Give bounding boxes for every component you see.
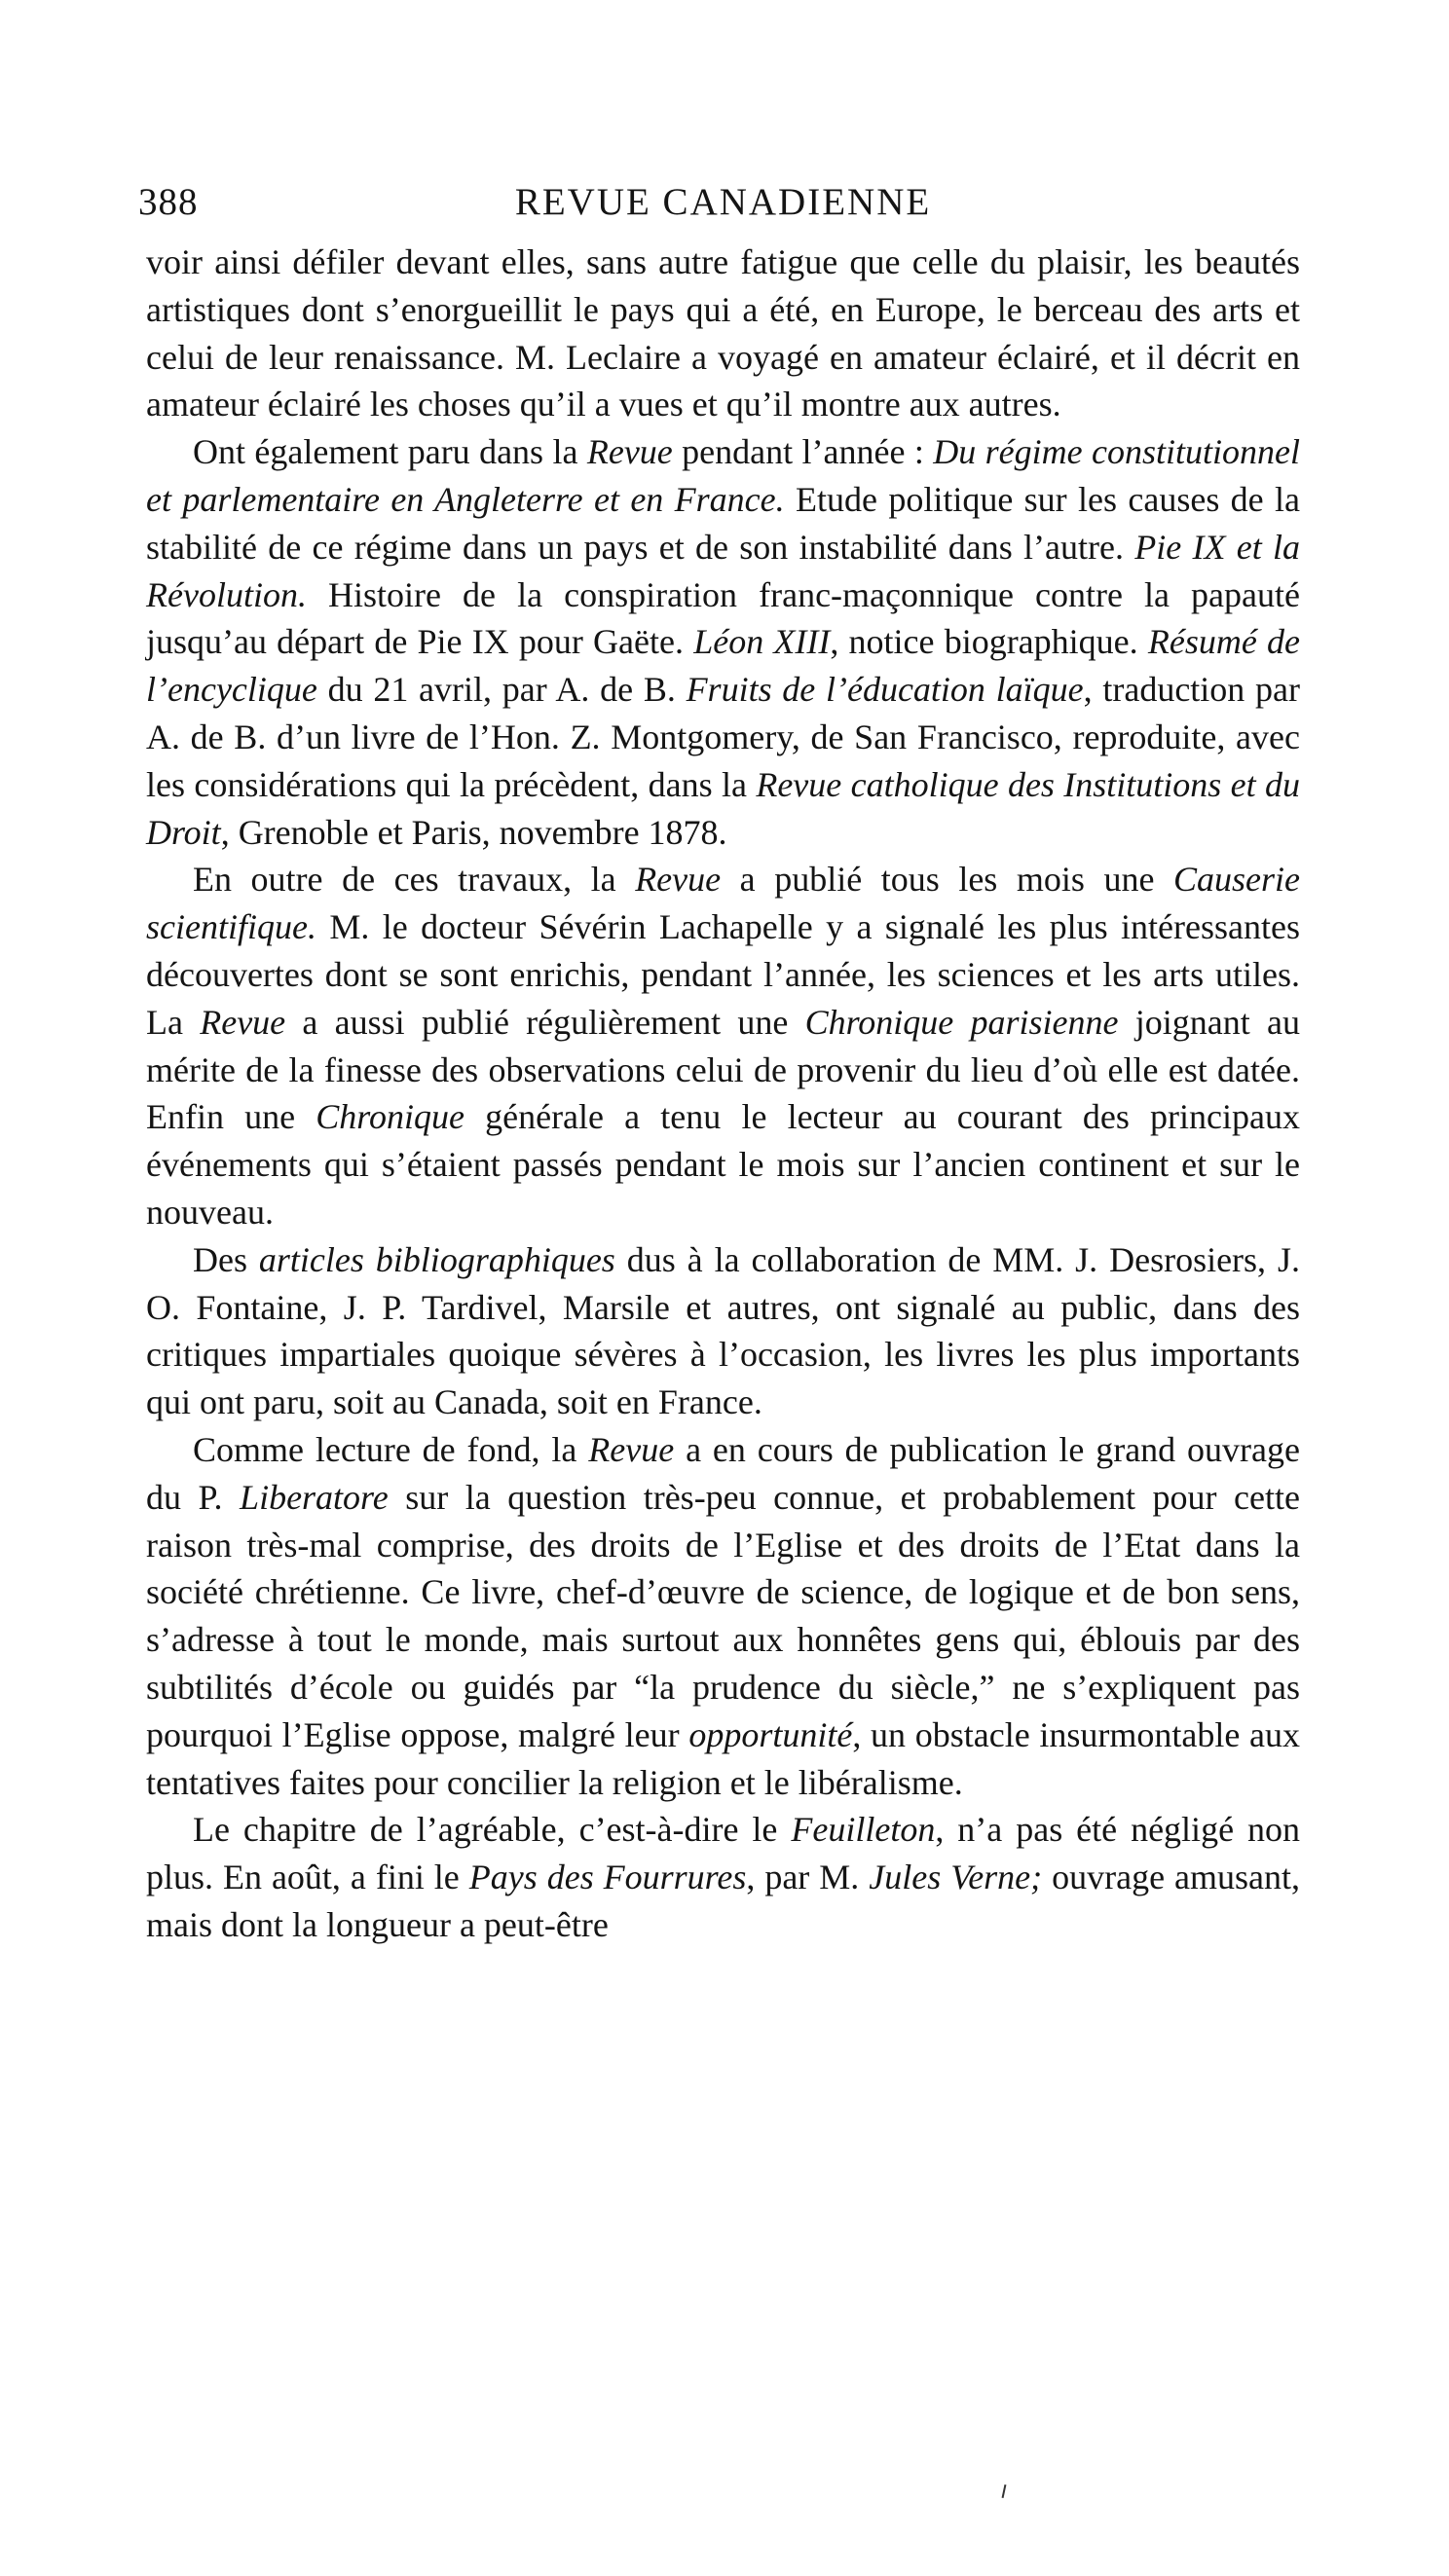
body-text [146,239,1300,1949]
paragraph-lecture-de-fond [146,1426,1300,1806]
italic-title: Résumé de l’encyclique [146,622,1300,710]
text-run: Etude politique sur les causes de la stabilité de ce régime dans un pays et de son instabilité dans l’autre. [146,479,1300,567]
text-run: Ont également paru dans la [193,432,587,472]
paragraph-publications [146,428,1300,856]
italic-title: Revue [586,432,673,472]
text-run: sur la question très-peu connue, et probablement pour cette raison très-mal comprise, des droits de l’Eglise et des droits de l’Etat dans la société chrétienne. Ce livre, chef-d’œuvre de science, de logique et de bon sens, s’adresse à tout le monde, mais surtout aux honnêtes gens qui, éblouis par des subtilités d’école ou guidés par “la prudence du siècle,” ne s’expliquent pas pourquoi l’Eglise oppose, malgré leur [146,1477,1300,1754]
text-run: Comme lecture de fond, la [193,1429,589,1469]
paragraph-feuilleton [146,1806,1300,1948]
italic-title: Chronique parisienne [804,1002,1119,1042]
text-run: dus à la collaboration de MM. J. Desrosiers, J. O. Fontaine, J. P. Tardivel, Marsile et autres, ont signalé au public, dans des critiques impartiales quoique sévères à l’occasion, les livres les plus importants qui ont paru, soit au Canada, soit en France. [146,1239,1300,1422]
text-run: pendant l’année : [672,432,934,472]
text-run: , Grenoble et Paris, novembre 1878. [220,812,727,852]
text-run: du 21 avril, par A. de B. [316,670,687,710]
text-run: joignant au mérite de la finesse des observations celui de provenir du lieu d’où elle est datée. Enfin une [146,1002,1301,1137]
italic-title: Chronique [316,1097,464,1137]
text-run: , n’a pas été négligé non plus. En août, a fini le [146,1810,1300,1897]
text-run: ouvrage amusant, mais dont la longueur a peut-être [146,1858,1301,1944]
italic-title: Revue [635,860,722,900]
page-header [138,180,1300,239]
paragraph-continued [146,239,1300,428]
text-run: Histoire de la conspiration franc-maçonnique contre la papauté jusqu’au départ de Pie IX pour Gaëte. [146,574,1300,662]
italic-title: Revue catholique des Institutions et du Droit [146,764,1301,852]
italic-title: Feuilleton [791,1810,936,1850]
text-run: générale a tenu le lecteur au courant des principaux événements qui s’étaient passés pendant le mois sur l’ancien continent et sur le nouveau. [146,1097,1300,1232]
text-run: Le chapitre de l’agréable, c’est-à-dire le [193,1810,792,1850]
text-run: a aussi publié régulièrement une [285,1002,805,1042]
text-run: , notice biographique. [830,622,1148,662]
running-title: REVUE CANADIENNE [514,181,932,223]
italic-title: articles bibliographiques [258,1239,615,1279]
text-run: , traduction par A. de B. d’un livre de l’Hon. Z. Montgomery, de San Francisco, reproduite, avec les considérations qui la précèdent, dans la [146,670,1300,804]
italic-title: Revue [200,1002,286,1042]
text-run: Des [193,1239,259,1279]
book-page [138,180,1301,1949]
text-run: a publié tous les mois une [721,860,1173,900]
paragraph-text: voir ainsi défiler devant elles, sans autre fatigue que celle du plaisir, les beautés artistiques dont s’enorgueillit le pays qui a été, en Europe, le berceau des arts et celui de leur renaissance. M. Leclaire a voyagé en amateur éclairé, et il décrit en amateur éclairé les choses qu’il a vues et qu’il montre aux autres. [146,242,1300,424]
paragraph-bibliographie [146,1236,1300,1426]
print-speck-mark [1002,2484,1007,2498]
page-number: 388 [138,181,199,223]
text-run: En outre de ces travaux, la [193,860,636,900]
italic-title: Fruits de l’éducation laïque [686,670,1084,710]
italic-title: Du régime constitutionnel et parlementaire en Angleterre et en France. [146,432,1301,519]
italic-title: Liberatore [240,1477,389,1517]
italic-title: Pays des Fourrures [468,1858,747,1897]
paragraph-causerie [146,856,1300,1235]
italic-title: Pie IX et la Révolution. [146,527,1300,614]
italic-title: Léon XIII [693,622,831,662]
text-run: a en cours de publication le grand ouvrage du P. [146,1429,1300,1517]
italic-title: Jules Verne; [869,1858,1043,1897]
text-run: , par M. [746,1858,870,1897]
italic-title: opportunité [688,1714,853,1754]
italic-title: Causerie scientifique. [146,860,1300,947]
italic-title: Revue [588,1429,675,1469]
text-run: , un obstacle insurmontable aux tentatives faites pour concilier la religion et le libéralisme. [146,1714,1301,1802]
text-run: M. le docteur Sévérin Lachapelle y a signalé les plus intéressantes découvertes dont se sont enrichis, pendant l’année, les sciences et les arts utiles. La [146,907,1300,1042]
